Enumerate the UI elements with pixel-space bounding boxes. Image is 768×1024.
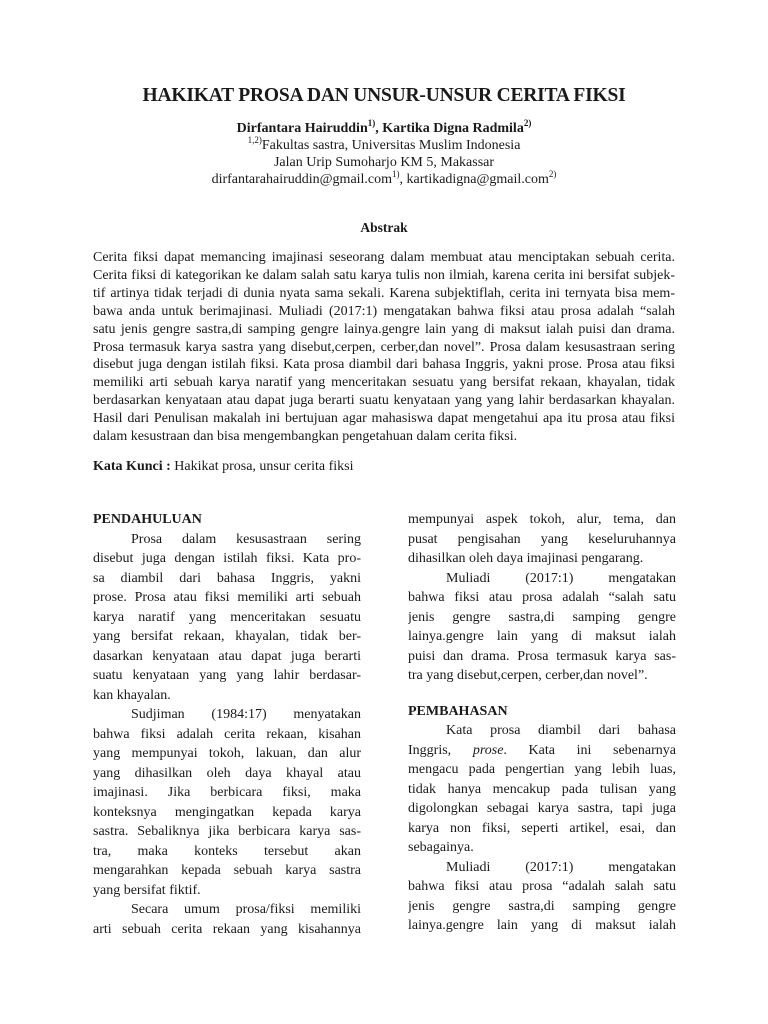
paragraph-line: jenis gengre sastra,di samping gengre [408,609,676,625]
paragraph-line: Muliadi (2017:1) mengatakan [446,570,676,586]
abstract-line: memiliki arti sebuah karya naratif yang menceritakan sesuatu yang bersifat rekaan, khayalan, tidak [93,375,675,391]
paragraph-line [408,741,676,761]
abstract-line: satu jenis gengre sastra,di samping gengre lainya.gengre lain yang di maksut ialah puisi dan drama. [93,321,675,337]
paragraph-line: mempunyai aspek tokoh, alur, tema, dan [408,512,676,527]
paragraph-line: tra, maka konteks tersebut akan [93,843,361,859]
abstract-body [93,249,675,446]
paragraph-line: Muliadi (2017:1) mengatakan [446,859,676,875]
abstract-line: Cerita fiksi dapat memancing imajinasi seseorang dalam membuat atau menciptakan sebuah cerita. [93,250,675,265]
paragraph-line: yang bersifat fiktif. [93,882,201,898]
paragraph-line: karya non fiksi, seperti artikel, esai, dan [408,820,676,836]
section-heading: PENDAHULUAN [93,512,202,527]
paragraph-line: arti sebuah cerita rekaan yang kisahannya [93,921,361,937]
paper-title: HAKIKAT PROSA DAN UNSUR-UNSUR CERITA FIKSI [142,85,626,106]
paragraph-line: Prosa dalam kesusastraan sering [131,531,361,547]
paragraph [408,858,676,936]
paragraph-line: prose. Prosa atau fiksi memiliki arti sebuah [93,590,361,605]
line-text: . Kata ini sebenarnya [503,742,676,758]
affiliation-sup: 1,2) [247,135,262,145]
paragraph-line: dasarkan kenyataan atau dapat juga berarti [93,648,361,664]
address: Jalan Urip Sumoharjo KM 5, Makassar [273,155,495,170]
paragraph-line: bahwa fiksi atau prosa “adalah salah satu [408,879,676,894]
paragraph-line: bahwa fiksi atau prosa adalah “salah satu [408,590,676,605]
paragraph-line: kan khayalan. [93,687,171,703]
paragraph-line: konteksnya mengingatkan kepada karya [93,804,361,820]
left-column [93,510,361,939]
email-1: dirfantarahairuddin@gmail.com [211,172,393,187]
emails [0,169,768,188]
paragraph-line: sa diambil dari bahasa Inggris, yakni [93,570,361,586]
paragraph-line: pusat pengisahan yang keseluruhannya [408,531,676,547]
paragraph-line: tidak hanya mencakup pada tulisan yang [408,781,676,797]
paragraph [93,705,361,900]
paragraph-line: disebut juga dengan istilah fiksi. Kata pro- [93,551,361,566]
email-2: kartikadigna@gmail.com [406,172,549,187]
authors [0,118,768,137]
author-sep: , [375,121,383,136]
paragraph [408,569,676,686]
section-gap [408,686,676,702]
abstract-heading: Abstrak [360,220,408,235]
paragraph [93,900,361,939]
paragraph-line: sastra. Sebaliknya jika berbicara karya sas- [93,824,361,839]
paragraph [93,530,361,706]
paragraph-line: Secara umum prosa/fiksi memiliki [131,902,361,917]
abstract-line: berdasarkan kenyataan atau dapat juga berarti suatu kenyataan yang yang lahir berdasarkan khayalan. [93,393,675,409]
paragraph-line: Sudjiman (1984:17) menyatakan [131,707,361,722]
abstract-line: Prosa termasuk karya sastra yang disebut,cerpen, cerber,dan novel”. Prosa dalam kesusastraan sering [93,339,675,355]
author-2: Kartika Digna Radmila [382,121,524,136]
paragraph-line: dihasilkan oleh daya imajinasi pengarang. [408,551,644,566]
paragraph-line: Kata prosa diambil dari bahasa [446,723,676,738]
abstract-line: bawa anda untuk berimajinasi. Muliadi (2017:1) mengatakan bahwa fiksi atau prosa adalah “salah [93,303,675,319]
paragraph-line: puisi dan drama. Prosa termasuk karya sas- [408,648,676,664]
paragraph-line: yang bersifat rekaan, khayalan, tidak ber- [93,629,361,644]
author-1: Dirfantara Hairuddin [236,121,368,136]
paragraph-line: digolongkan sebagai karya sastra, tapi juga [408,801,676,816]
right-column [408,510,676,936]
paragraph-line: lainya.gengre lain yang di maksut ialah [408,918,676,933]
paragraph-line: karya naratif yang menceritakan sesuatu [93,609,361,625]
paragraph-line: suatu kenyataan yang yang lahir berdasar- [93,668,361,683]
email-2-sup: 2) [548,169,557,179]
author-1-sup: 1) [367,118,376,128]
paragraph-line: lainya.gengre lain yang di maksut ialah [408,629,676,644]
keywords [93,459,354,475]
abstract-line: tif artinya tidak terjadi di dunia nyata sama sekali. Karena subjektiflah, cerita ini ternyata bisa mem- [93,285,675,301]
paragraph-line: bahwa fiksi adalah cerita rekaan, kisahan [93,726,361,742]
email-1-sup: 1) [392,169,400,179]
line-text: Inggris, [408,742,473,758]
paragraph-line: mengarahkan kepada sebuah karya sastra [93,863,361,878]
paragraph [408,510,676,569]
section-heading: PEMBAHASAN [408,703,508,719]
paragraph-line: yang mempunyai tokoh, lakuan, dan alur [93,746,361,761]
paragraph-line: tra yang disebut,cerpen, cerber,dan novel”. [408,668,648,683]
paragraph-line: mengacu pada pengertian yang lebih luas, [408,762,676,777]
keywords-label: Kata Kunci : [93,459,171,474]
affiliation-text: Fakultas sastra, Universitas Muslim Indonesia [261,138,521,153]
paragraph-line: jenis gengre sastra,di samping gengre [408,898,676,914]
abstract-line: disebut juga dengan istilah fiksi. Kata prosa diambil dari bahasa Inggris, yakni prose. Prosa atau fiksi [93,357,675,373]
paragraph-line: imajinasi. Jika berbicara fiksi, maka [93,785,361,800]
paragraph-line: yang dihasilkan oleh daya khayal atau [93,765,361,781]
affiliation [0,135,768,154]
keywords-text: Hakikat prosa, unsur cerita fiksi [170,459,354,474]
abstract-line: dalam kesustraan dan bisa mengembangkan pengetahuan dalam cerita fiksi. [93,429,518,445]
author-2-sup: 2) [523,118,532,128]
paragraph [408,721,676,858]
email-sep: , [399,172,407,187]
italic-term: prose [472,742,504,758]
paragraph-line: sebagainya. [408,840,474,855]
abstract-line: Cerita fiksi di kategorikan ke dalam salah satu karya tulis non ilmiah, karena cerita ini bersifat subjek- [93,267,675,283]
abstract-line: Hasil dari Penulisan makalah ini bertujuan agar mahasiswa dapat mengetahui apa itu prosa atau fiksi [93,411,675,427]
